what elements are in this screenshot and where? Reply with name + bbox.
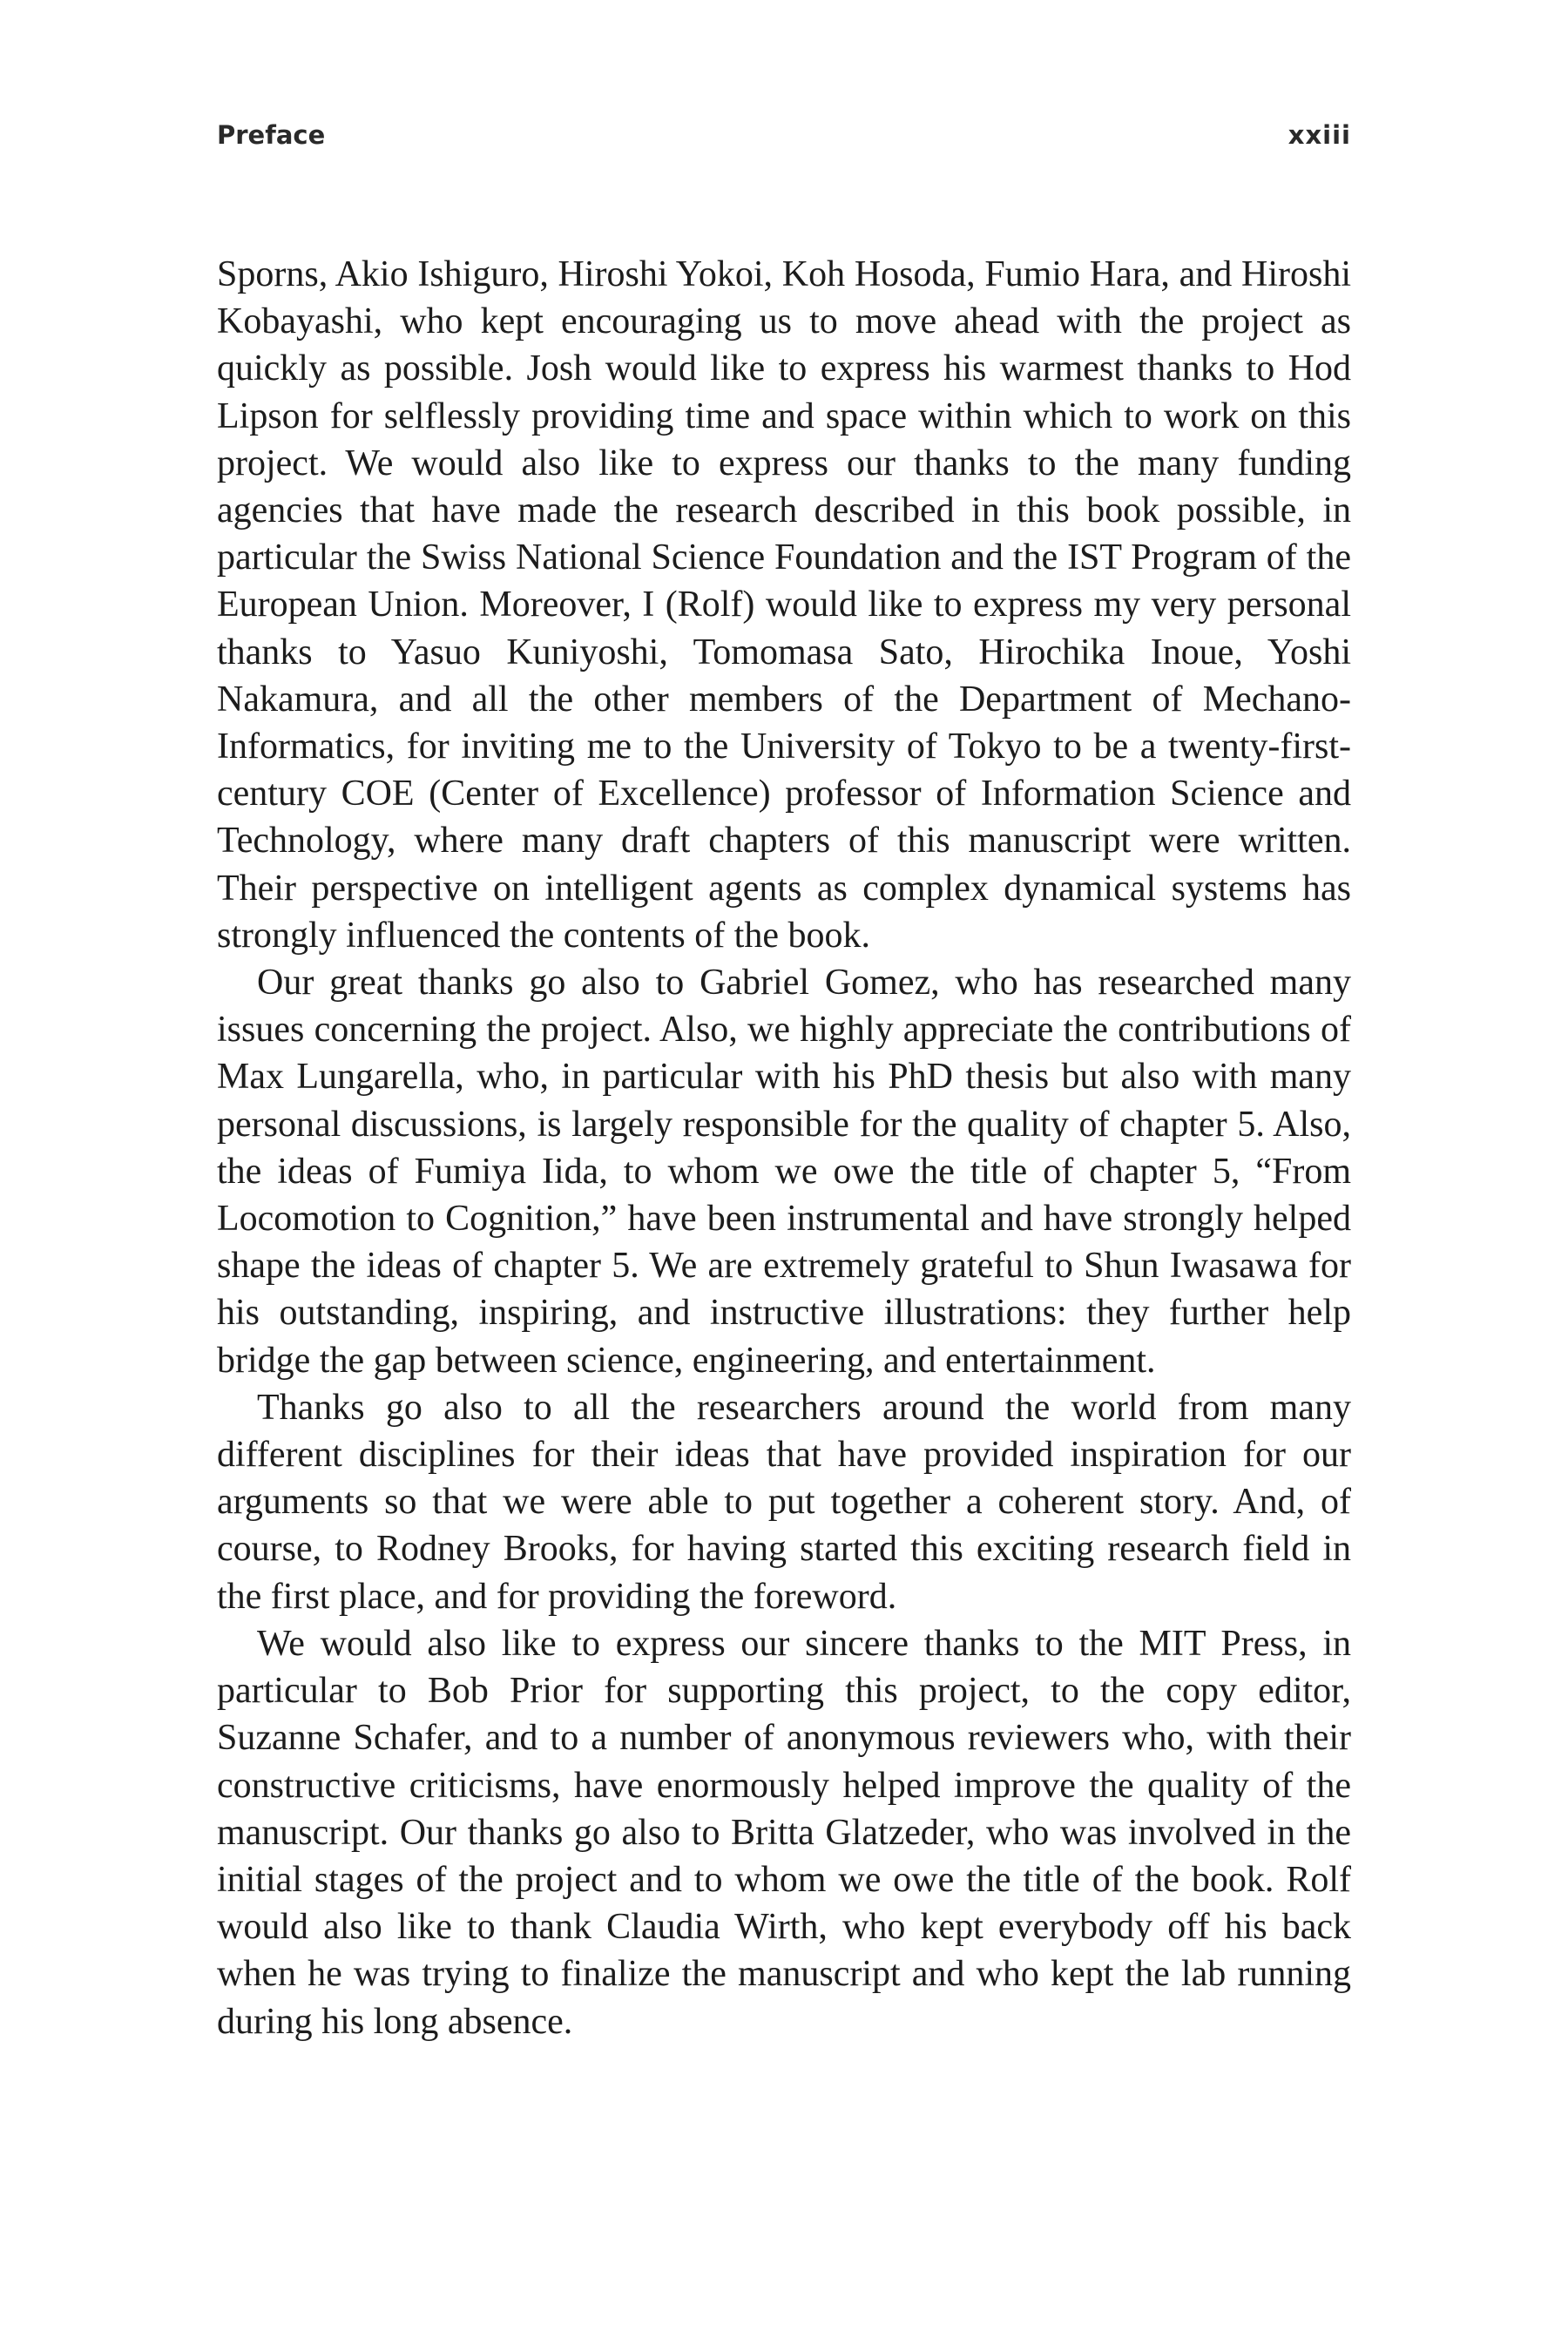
page-number: xxiii — [1288, 120, 1351, 150]
paragraph: Our great thanks go also to Gabriel Gomez, who has researched many issues concerning the project. Also, we highly appreciate the contributions of Max Lungarella, who, in particular with his PhD thesis but also with many personal discussions, is largely responsible for the quality of chapter 5. Also, the ideas of Fumiya Iida, to whom we owe the title of chapter 5, “From Locomotion to Cognition,” have been instrumental and have strongly helped shape the ideas of chapter 5. We are extremely grateful to Shun Iwasawa for his outstanding, inspiring, and instructive illustrations: they further help bridge the gap between science, engineering, and entertainment. — [217, 963, 1351, 1381]
section-title: Preface — [217, 120, 326, 150]
running-head — [217, 120, 1351, 164]
body-text — [217, 251, 1351, 2045]
paragraph: We would also like to express our sincere thanks to the MIT Press, in particular to Bob Prior for supporting this project, to the copy editor, Suzanne Schafer, and to a number of anonymous reviewers who, with their constructive criticisms, have enormously helped improve the quality of the manuscript. Our thanks go also to Britta Glatzeder, who was involved in the initial stages of the project and to whom we owe the title of the book. Rolf would also like to thank Claudia Wirth, who kept everybody off his back when he was trying to finalize the manuscript and who kept the lab running during his long absence. — [217, 1623, 1351, 2042]
paragraph: Thanks go also to all the researchers around the world from many different disciplines for their ideas that have provided inspiration for our arguments so that we were able to put together a coherent story. And, of course, to Rodney Brooks, for having started this exciting research field in the first place, and for providing the foreword. — [217, 1387, 1351, 1617]
paragraph-continued: Sporns, Akio Ishiguro, Hiroshi Yokoi, Koh Hosoda, Fumio Hara, and Hiroshi Kobayashi, who kept encouraging us to move ahead with the project as quickly as possible. Josh would like to express his warmest thanks to Hod Lipson for selflessly providing time and space within which to work on this project. We would also like to express our thanks to the many funding agencies that have made the research described in this book possible, in particular the Swiss National Science Foundation and the IST Program of the European Union. Moreover, I (Rolf) would like to express my very personal thanks to Yasuo Kuniyoshi, Tomomasa Sato, Hirochika Inoue, Yoshi Nakamura, and all the other members of the Department of Mechano-Informatics, for inviting me to the University of Tokyo to be a twenty-first-century COE (Center of Excellence) professor of Information Science and Technology, where many draft chapters of this manuscript were written. Their perspective on intelligent agents as complex dynamical systems has strongly influenced the contents of the book. — [217, 254, 1351, 956]
